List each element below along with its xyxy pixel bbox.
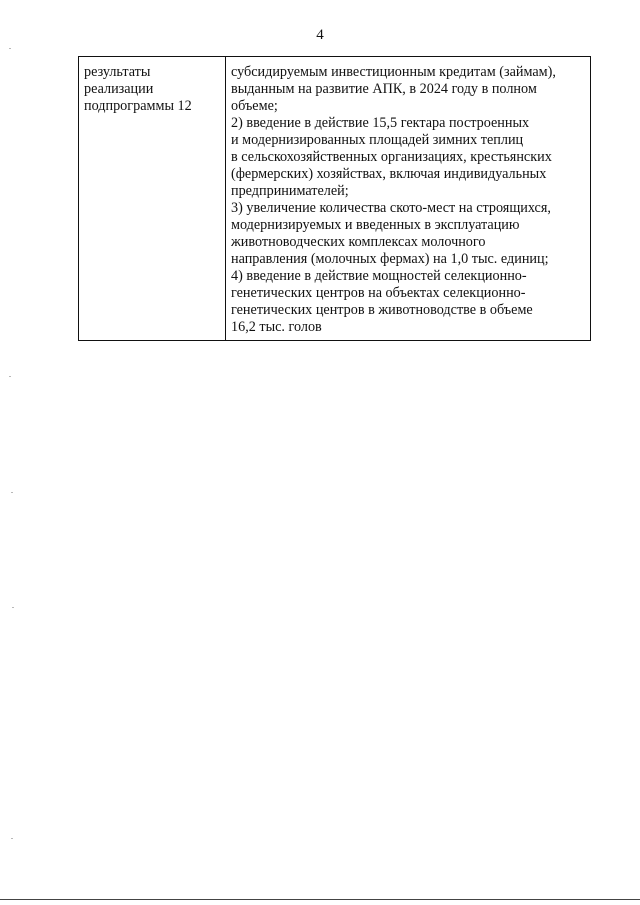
content-line: генетических центров на объектах селекционно-: [231, 285, 526, 301]
content-line: модернизируемых и введенных в эксплуатацию: [231, 217, 520, 233]
content-line: 16,2 тыс. голов: [231, 319, 322, 335]
row-label-cell: [79, 57, 226, 341]
content-line: 2) введение в действие 15,5 гектара построенных: [231, 115, 530, 131]
scan-speck: [12, 607, 14, 608]
page-number: 4: [316, 27, 324, 43]
label-line: результаты: [84, 64, 151, 80]
label-line: подпрограммы 12: [84, 98, 192, 114]
row-content-cell: [226, 57, 591, 341]
content-line: 4) введение в действие мощностей селекционно-: [231, 268, 527, 284]
label-line: реализации: [84, 81, 154, 97]
content-line: и модернизированных площадей зимних теплиц: [231, 132, 524, 148]
content-line: генетических центров в животноводстве в объеме: [231, 302, 533, 318]
scan-speck: [9, 48, 11, 49]
scan-speck: [11, 838, 13, 839]
scan-speck: [9, 376, 11, 377]
content-line: объеме;: [231, 98, 278, 114]
content-line: выданным на развитие АПК, в 2024 году в полном: [231, 81, 537, 97]
content-line: (фермерских) хозяйствах, включая индивидуальных: [231, 166, 547, 182]
bottom-rule: [0, 899, 640, 900]
content-line: животноводческих комплексах молочного: [231, 234, 486, 250]
table-row: [79, 57, 591, 341]
content-line: 3) увеличение количества ското-мест на строящихся,: [231, 200, 551, 216]
content-line: в сельскохозяйственных организациях, крестьянских: [231, 149, 552, 165]
results-table: [78, 56, 591, 341]
content-line: субсидируемым инвестиционным кредитам (займам),: [231, 64, 556, 80]
scan-speck: [11, 492, 13, 493]
content-line: предпринимателей;: [231, 183, 349, 199]
content-line: направления (молочных фермах) на 1,0 тыс. единиц;: [231, 251, 549, 267]
